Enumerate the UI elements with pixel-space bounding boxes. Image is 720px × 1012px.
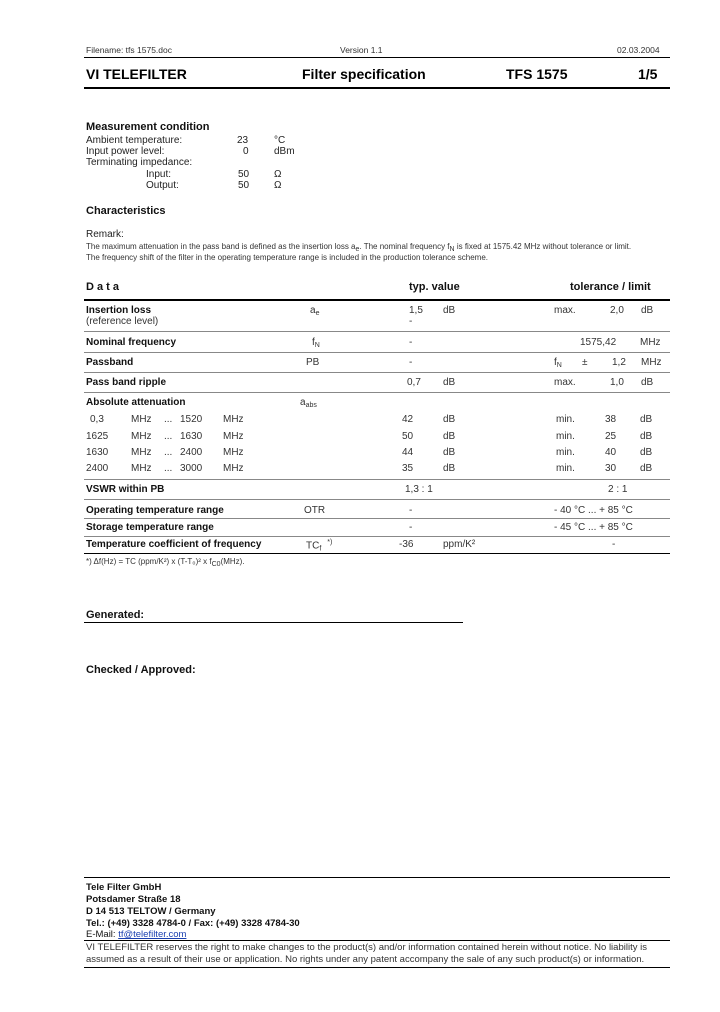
atten-tol: 38 (605, 414, 617, 425)
page-number: 1/5 (638, 66, 658, 82)
ripple-tol: 1,0 (610, 377, 624, 388)
company-logo-text: VI TELEFILTER (86, 66, 187, 82)
ripple-tol-unit: dB (641, 377, 654, 388)
op-temp-symbol: OTR (304, 505, 326, 516)
range-from: 1625 (86, 431, 109, 442)
footer-mid-rule (84, 940, 670, 941)
row-rule (84, 499, 670, 500)
atten-prefix: min. (556, 463, 575, 474)
table-header-rule (84, 299, 670, 301)
date: 02.03.2004 (617, 45, 660, 55)
abs-atten-label: Absolute attenuation (86, 397, 186, 408)
atten-typ-unit: dB (443, 414, 456, 425)
footer-email-line: E-Mail: tf@telefilter.com (86, 929, 187, 940)
range-from-unit: MHz (131, 414, 152, 425)
atten-tol: 25 (605, 431, 617, 442)
ambient-label: Ambient temperature: (86, 135, 183, 146)
atten-typ-unit: dB (443, 447, 456, 458)
remark-line-1: The maximum attenuation in the pass band is defined as the insertion loss $a_e$. The nominal frequency $f_N$ is fixed at 1575.42 MHz without tolerance or limit. (86, 242, 632, 253)
col-header-typ: typ. value (409, 281, 460, 293)
insertion-loss-typ2: - (409, 316, 413, 327)
email-link[interactable]: tf@telefilter.com (118, 929, 187, 940)
op-temp-label: Operating temperature range (86, 505, 224, 516)
atten-typ-unit: dB (443, 463, 456, 474)
range-from: 0,3 (90, 414, 104, 425)
range-to: 3000 (180, 463, 203, 474)
passband-tol-unit: MHz (641, 357, 662, 368)
footer-city: D 14 513 TELTOW / Germany (86, 906, 216, 917)
nominal-freq-label: Nominal frequency (86, 337, 177, 348)
range-dots: ... (164, 414, 173, 425)
ripple-tol-prefix: max. (554, 377, 576, 388)
range-to-unit: MHz (223, 431, 244, 442)
tc-label: Temperature coefficient of frequency (86, 539, 262, 550)
insertion-loss-tol-unit: dB (641, 305, 654, 316)
range-dots: ... (164, 447, 173, 458)
atten-typ: 50 (402, 431, 414, 442)
filename: Filename: tfs 1575.doc (86, 45, 172, 55)
range-to-unit: MHz (223, 463, 244, 474)
insertion-loss-tol: 2,0 (610, 305, 624, 316)
measurement-title: Measurement condition (86, 121, 210, 133)
output-value: 50 (238, 180, 250, 191)
atten-typ: 44 (402, 447, 414, 458)
insertion-loss-typ: 1,5 (409, 305, 423, 316)
output-unit: Ω (274, 180, 282, 191)
disclaimer-line-2: assumed as a result of their use or application. No rights under any patent accompany the sale of any such product(s) or information. (86, 954, 645, 965)
footer-phone: Tel.: (+49) 3328 4784-0 / Fax: (+49) 3328 4784-30 (86, 918, 300, 929)
passband-typ: - (409, 357, 413, 368)
input-power-label: Input power level: (86, 146, 165, 157)
input-power-unit: dBm (274, 146, 295, 157)
footer-bottom-rule (84, 967, 670, 968)
version: Version 1.1 (340, 45, 383, 55)
passband-label: Passband (86, 357, 134, 368)
tc-typ: -36 (399, 539, 414, 550)
passband-symbol: PB (306, 357, 320, 368)
passband-tol-symbol: $f_N$ (554, 357, 562, 369)
insertion-loss-symbol: $a_e$ (310, 305, 320, 317)
nominal-freq-symbol: $f_N$ (312, 337, 320, 349)
passband-tol: 1,2 (612, 357, 626, 368)
range-dots: ... (164, 463, 173, 474)
vswr-typ: 1,3 : 1 (405, 484, 433, 495)
footer-street: Potsdamer Straße 18 (86, 894, 181, 905)
input-power-value: 0 (243, 146, 249, 157)
output-label: Output: (146, 180, 179, 191)
remark-label: Remark: (86, 229, 124, 240)
ripple-typ: 0,7 (407, 377, 421, 388)
st-temp-label: Storage temperature range (86, 522, 214, 533)
table-bottom-rule (84, 553, 670, 554)
atten-tol-unit: dB (640, 463, 653, 474)
row-rule (84, 331, 670, 332)
abs-atten-symbol: $a_{abs}$ (300, 397, 317, 409)
op-temp-tol: - 40 °C ... + 85 °C (554, 505, 633, 516)
tc-symbol: $TC_f^{*)}$ (306, 539, 333, 553)
atten-prefix: min. (556, 431, 575, 442)
atten-tol-unit: dB (640, 431, 653, 442)
input-label: Input: (146, 169, 172, 180)
op-temp-typ: - (409, 505, 413, 516)
range-from-unit: MHz (131, 431, 152, 442)
range-from: 1630 (86, 447, 109, 458)
nominal-freq-tol-unit: MHz (640, 337, 661, 348)
atten-tol-unit: dB (640, 414, 653, 425)
atten-tol: 40 (605, 447, 617, 458)
range-to: 1520 (180, 414, 203, 425)
input-value: 50 (238, 169, 250, 180)
terminating-label: Terminating impedance: (86, 157, 193, 168)
st-temp-typ: - (409, 522, 413, 533)
vswr-label: VSWR within PB (86, 484, 165, 495)
atten-tol-unit: dB (640, 447, 653, 458)
range-to-unit: MHz (223, 414, 244, 425)
range-to-unit: MHz (223, 447, 244, 458)
atten-typ: 42 (402, 414, 414, 425)
range-to: 2400 (180, 447, 203, 458)
tc-tol: - (612, 539, 616, 550)
tc-typ-unit: ppm/K² (443, 539, 476, 550)
insertion-loss-tol-prefix: max. (554, 305, 576, 316)
nominal-freq-typ: - (409, 337, 413, 348)
insertion-loss-label: Insertion loss (86, 305, 152, 316)
range-from: 2400 (86, 463, 109, 474)
row-rule (84, 372, 670, 373)
atten-prefix: min. (556, 414, 575, 425)
atten-prefix: min. (556, 447, 575, 458)
generated-signature-line (84, 622, 463, 623)
passband-tol-pm: ± (582, 357, 588, 368)
footer-top-rule (84, 877, 670, 878)
ambient-unit: °C (274, 135, 286, 146)
part-number: TFS 1575 (506, 66, 568, 82)
range-to: 1630 (180, 431, 203, 442)
row-rule (84, 352, 670, 353)
input-unit: Ω (274, 169, 282, 180)
st-temp-tol: - 45 °C ... + 85 °C (554, 522, 633, 533)
insertion-loss-sublabel: (reference level) (86, 316, 159, 327)
characteristics-title: Characteristics (86, 205, 166, 217)
header-bottom-rule (84, 87, 670, 89)
atten-typ-unit: dB (443, 431, 456, 442)
footer-company: Tele Filter GmbH (86, 882, 162, 893)
generated-label: Generated: (86, 609, 145, 621)
ripple-label: Pass band ripple (86, 377, 167, 388)
row-rule (84, 392, 670, 393)
footnote: *) Δf(Hz) = TC (ppm/K²) x (T-T₀)² x $f_{C0}(MHz)$. (86, 557, 245, 568)
atten-typ: 35 (402, 463, 414, 474)
range-dots: ... (164, 431, 173, 442)
row-rule (84, 536, 670, 537)
checked-label: Checked / Approved: (86, 664, 196, 676)
col-header-data: D a t a (86, 281, 120, 293)
atten-tol: 30 (605, 463, 617, 474)
disclaimer-line-1: VI TELEFILTER reserves the right to make changes to the product(s) and/or information contained herein without notice. No liability is (86, 942, 647, 953)
doc-title: Filter specification (302, 66, 426, 82)
remark-line-2: The frequency shift of the filter in the operating temperature range is included in the production tolerance scheme. (86, 253, 489, 262)
header-top-rule (84, 57, 670, 58)
ripple-typ-unit: dB (443, 377, 456, 388)
row-rule (84, 479, 670, 480)
vswr-tol: 2 : 1 (608, 484, 628, 495)
ambient-value: 23 (237, 135, 249, 146)
range-from-unit: MHz (131, 447, 152, 458)
insertion-loss-typ-unit: dB (443, 305, 456, 316)
row-rule (84, 518, 670, 519)
col-header-tol: tolerance / limit (570, 281, 651, 293)
range-from-unit: MHz (131, 463, 152, 474)
nominal-freq-tol: 1575,42 (580, 337, 617, 348)
